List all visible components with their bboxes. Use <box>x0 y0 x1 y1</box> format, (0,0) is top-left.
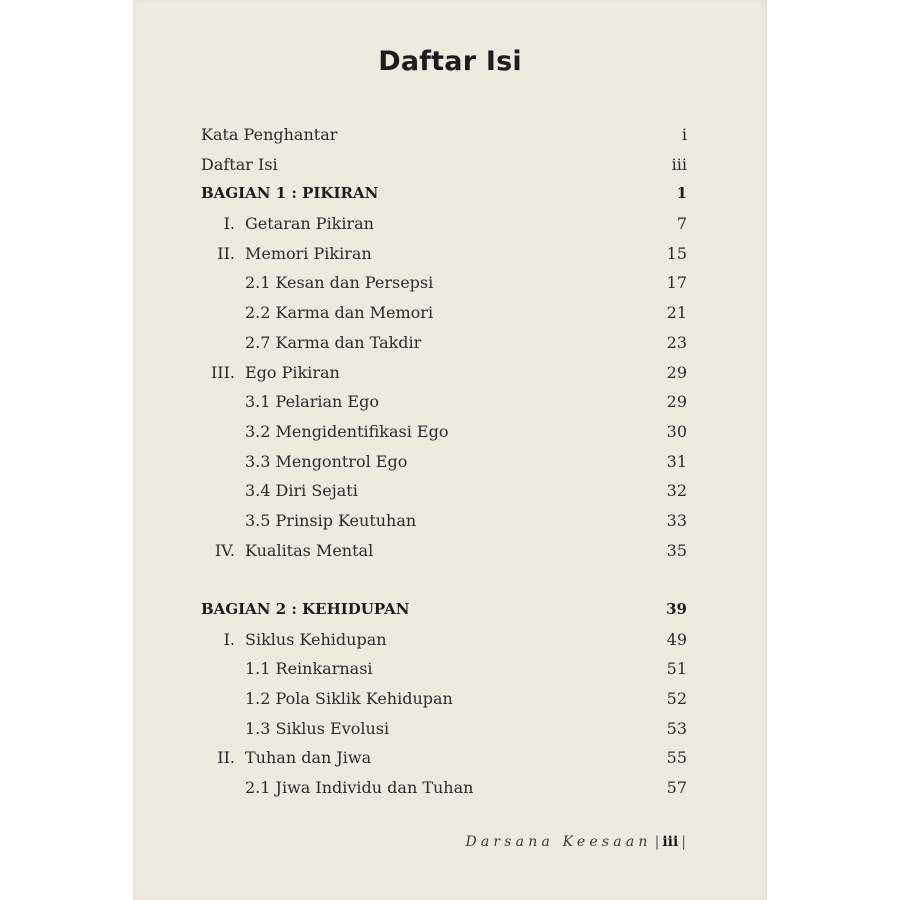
toc-page-number: 30 <box>666 421 687 441</box>
page-title: Daftar Isi <box>378 46 522 77</box>
toc-label: BAGIAN 2 : KEHIDUPAN <box>201 600 410 618</box>
toc-label: Memori Pikiran <box>245 243 372 263</box>
toc-label: Ego Pikiran <box>245 362 340 382</box>
toc-page-number: 39 <box>666 600 687 618</box>
toc-label: 3.5 Prinsip Keutuhan <box>245 510 417 530</box>
toc-page-number: 51 <box>666 659 687 679</box>
toc-chapter <box>201 358 687 388</box>
toc-page-number: 15 <box>666 243 687 263</box>
toc-page-number: 57 <box>666 778 687 798</box>
toc-page-number: 29 <box>666 362 687 382</box>
toc-chapter <box>201 536 687 566</box>
footer-book-title: Darsana Keesaan <box>465 834 652 850</box>
toc-page-number: 1 <box>676 184 687 203</box>
toc-chapter <box>201 239 687 269</box>
toc-chapter-number: I. <box>223 629 235 649</box>
table-of-contents <box>201 120 687 803</box>
toc-part-heading <box>201 595 687 625</box>
toc-subsection <box>201 447 687 477</box>
toc-label: Kata Penghantar <box>201 125 338 144</box>
toc-chapter <box>201 625 687 655</box>
footer-page-number: iii <box>662 834 679 850</box>
toc-entry <box>201 150 687 180</box>
toc-page-number: 53 <box>666 718 687 738</box>
toc-label: 3.2 Mengidentifikasi Ego <box>245 421 449 441</box>
toc-page-number: 52 <box>666 689 687 709</box>
toc-chapter-number: IV. <box>214 540 235 560</box>
toc-page-number: 35 <box>666 540 687 560</box>
toc-page-number: 23 <box>666 332 687 352</box>
toc-label: 2.1 Kesan dan Persepsi <box>245 273 434 293</box>
toc-subsection <box>201 387 687 417</box>
toc-page-number: 21 <box>666 303 687 323</box>
toc-subsection <box>201 506 687 536</box>
toc-label: Siklus Kehidupan <box>245 629 387 649</box>
toc-page-number: 31 <box>666 451 687 471</box>
toc-label: Kualitas Mental <box>245 540 374 560</box>
toc-chapter-number: III. <box>210 362 235 382</box>
toc-page-number: i <box>681 125 687 144</box>
toc-label: 2.7 Karma dan Takdir <box>245 332 422 352</box>
toc-label: 1.3 Siklus Evolusi <box>245 718 390 738</box>
toc-label: 1.2 Pola Siklik Kehidupan <box>245 689 453 709</box>
toc-label: 3.3 Mengontrol Ego <box>245 451 408 471</box>
toc-page-number: 32 <box>666 481 687 501</box>
toc-page-number: 55 <box>666 748 687 768</box>
toc-chapter <box>201 743 687 773</box>
toc-subsection <box>201 298 687 328</box>
toc-label: 3.1 Pelarian Ego <box>245 392 379 412</box>
toc-label: 1.1 Reinkarnasi <box>245 659 373 679</box>
toc-entry <box>201 120 687 150</box>
toc-subsection <box>201 268 687 298</box>
toc-subsection <box>201 773 687 803</box>
toc-page-number: 49 <box>666 629 687 649</box>
toc-label: BAGIAN 1 : PIKIRAN <box>201 184 379 203</box>
toc-subsection <box>201 714 687 744</box>
toc-label: 3.4 Diri Sejati <box>245 481 358 501</box>
toc-page-number: 7 <box>676 214 687 234</box>
toc-subsection <box>201 684 687 714</box>
footer-separator-left: | <box>654 834 660 850</box>
toc-page-number: iii <box>671 154 687 174</box>
toc-label: 2.2 Karma dan Memori <box>245 303 434 323</box>
toc-subsection <box>201 417 687 447</box>
page-footer <box>465 834 689 850</box>
toc-label: 2.1 Jiwa Individu dan Tuhan <box>245 778 474 798</box>
toc-chapter-number: I. <box>223 214 235 234</box>
toc-page-number: 29 <box>666 392 687 412</box>
toc-chapter-number: II. <box>217 748 235 768</box>
toc-chapter <box>201 209 687 239</box>
footer-separator-right: | <box>681 834 686 850</box>
toc-label: Daftar Isi <box>201 154 278 174</box>
toc-subsection <box>201 654 687 684</box>
toc-subsection <box>201 476 687 506</box>
toc-label: Getaran Pikiran <box>245 214 374 234</box>
toc-chapter-number: II. <box>217 243 235 263</box>
toc-part-heading <box>201 179 687 209</box>
toc-page-number: 33 <box>666 510 687 530</box>
book-page <box>133 0 767 900</box>
toc-page-number: 17 <box>666 273 687 293</box>
toc-label: Tuhan dan Jiwa <box>245 748 372 768</box>
toc-subsection <box>201 328 687 358</box>
